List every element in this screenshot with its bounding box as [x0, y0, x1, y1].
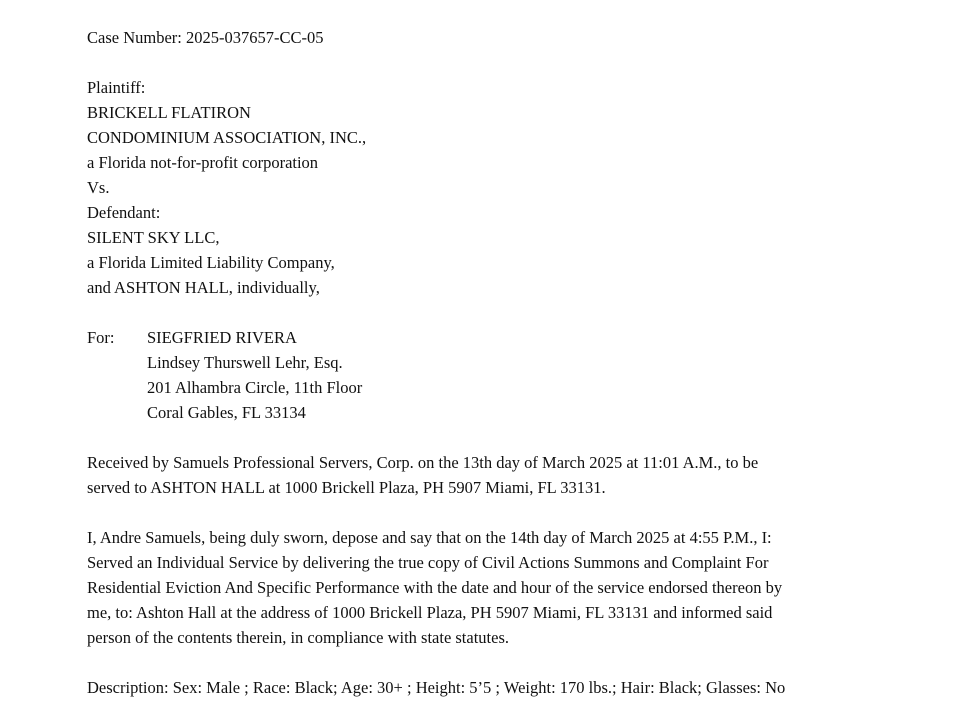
plaintiff-name-line-2: CONDOMINIUM ASSOCIATION, INC.,: [87, 128, 367, 147]
plaintiff-label: Plaintiff:: [87, 78, 146, 97]
spacer: [87, 425, 887, 450]
for-address: [147, 325, 362, 425]
for-line: Lindsey Thurswell Lehr, Esq.: [147, 353, 343, 372]
versus-label: Vs.: [87, 178, 110, 197]
for-line: 201 Alhambra Circle, 11th Floor: [147, 378, 363, 397]
spacer: [87, 500, 887, 525]
affidavit-line: I, Andre Samuels, being duly sworn, depose and say that on the 14th day of March 2025 at 4:55 P.M., I:: [87, 528, 772, 547]
for-line: Coral Gables, FL 33134: [147, 403, 306, 422]
affidavit-line: Residential Eviction And Specific Performance with the date and hour of the service endorsed thereon by: [87, 578, 783, 597]
defendant-individual: and ASHTON HALL, individually,: [87, 278, 320, 297]
parties-block: [87, 75, 887, 300]
case-number: Case Number: 2025-037657-CC-05: [87, 28, 324, 47]
received-line: Received by Samuels Professional Servers, Corp. on the 13th day of March 2025 at 11:01 A.M., to be: [87, 453, 759, 472]
affidavit-line: person of the contents therein, in compliance with state statutes.: [87, 628, 510, 647]
spacer: [87, 300, 887, 325]
received-line: served to ASHTON HALL at 1000 Brickell Plaza, PH 5907 Miami, FL 33131.: [87, 478, 606, 497]
plaintiff-name-line-1: BRICKELL FLATIRON: [87, 103, 251, 122]
defendant-description: a Florida Limited Liability Company,: [87, 253, 335, 272]
affidavit-line: me, to: Ashton Hall at the address of 1000 Brickell Plaza, PH 5907 Miami, FL 33131 and informed said: [87, 603, 773, 622]
plaintiff-description: a Florida not-for-profit corporation: [87, 153, 319, 172]
affidavit-paragraph: [87, 525, 887, 650]
description-line: Description: Sex: Male ; Race: Black; Age: 30+ ; Height: 5’5 ; Weight: 170 lbs.; Hair: Black; Glasses: No: [87, 678, 786, 697]
for-label: For:: [87, 328, 115, 347]
spacer: [87, 50, 887, 75]
document-page: [87, 25, 887, 700]
defendant-name: SILENT SKY LLC,: [87, 228, 220, 247]
for-line: SIEGFRIED RIVERA: [147, 328, 297, 347]
affidavit-line: Served an Individual Service by delivering the true copy of Civil Actions Summons and Complaint For: [87, 553, 769, 572]
defendant-label: Defendant:: [87, 203, 161, 222]
spacer: [87, 650, 887, 675]
for-block: [87, 325, 887, 425]
received-paragraph: [87, 450, 887, 500]
